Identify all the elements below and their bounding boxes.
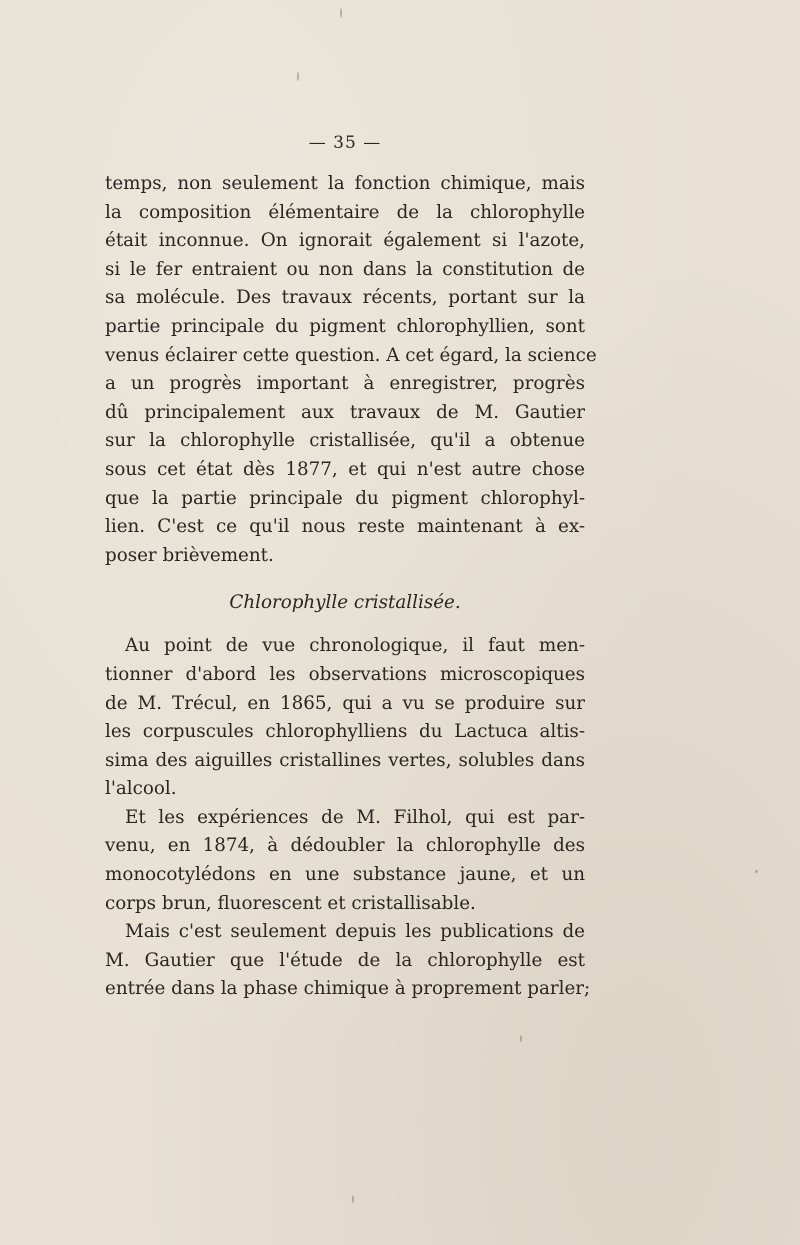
text-line: partie principale du pigment chlorophyllien, sont <box>105 315 585 337</box>
text-line: Mais c'est seulement depuis les publications de <box>125 921 585 943</box>
text-line: sous cet état dès 1877, et qui n'est autre chose <box>105 458 585 480</box>
text-line: tionner d'abord les observations microscopiques <box>105 663 585 685</box>
text-line: corps brun, fluorescent et cristallisable. <box>105 892 476 914</box>
text-line: la composition élémentaire de la chlorophylle <box>105 201 585 223</box>
paragraph-4 <box>105 918 591 1004</box>
text-line: dû principalement aux travaux de M. Gautier <box>105 401 585 423</box>
text-line: entrée dans la phase chimique à proprement parler; <box>105 978 591 1000</box>
text-line: lien. C'est ce qu'il nous reste maintenant à ex- <box>105 516 585 538</box>
text-line: poser brièvement. <box>105 544 274 566</box>
ink-speck <box>352 1195 354 1203</box>
text-line: temps, non seulement la fonction chimique, mais <box>105 173 585 194</box>
text-line: M. Gautier que l'étude de la chlorophylle est <box>105 949 585 971</box>
text-line: que la partie principale du pigment chlorophyl- <box>105 487 585 509</box>
text-line: si le fer entraient ou non dans la constitution de <box>105 258 585 280</box>
text-line: de M. Trécul, en 1865, qui a vu se produire sur <box>105 692 585 714</box>
paragraph-2 <box>105 632 585 804</box>
text-line: Et les expériences de M. Filhol, qui est par- <box>125 806 585 828</box>
text-line: Au point de vue chronologique, il faut men- <box>125 635 585 657</box>
text-line: sa molécule. Des travaux récents, portant sur la <box>105 287 585 309</box>
text-line: sur la chlorophylle cristallisée, qu'il a obtenue <box>105 430 585 452</box>
text-line: était inconnue. On ignorait également si l'azote, <box>105 230 585 252</box>
paragraph-3 <box>105 804 585 918</box>
text-line: les corpuscules chlorophylliens du Lactuca altis- <box>105 721 585 743</box>
ink-speck <box>755 870 758 873</box>
page-number: — 35 — <box>308 133 382 153</box>
ink-speck <box>297 72 299 81</box>
body-text <box>105 170 597 1004</box>
ink-speck <box>520 1035 522 1042</box>
text-line: l'alcool. <box>105 778 177 800</box>
text-line: monocotylédons en une substance jaune, et un <box>105 864 585 886</box>
text-line: venu, en 1874, à dédoubler la chlorophylle des <box>105 835 585 857</box>
text-line: venus éclairer cette question. A cet égard, la science <box>105 344 597 366</box>
text-line: sima des aiguilles cristallines vertes, solubles dans <box>105 749 585 771</box>
ink-speck <box>340 8 342 18</box>
section-heading: Chlorophylle cristallisée. <box>229 592 461 614</box>
paragraph-1 <box>105 170 597 570</box>
text-line: a un progrès important à enregistrer, progrès <box>105 373 585 395</box>
